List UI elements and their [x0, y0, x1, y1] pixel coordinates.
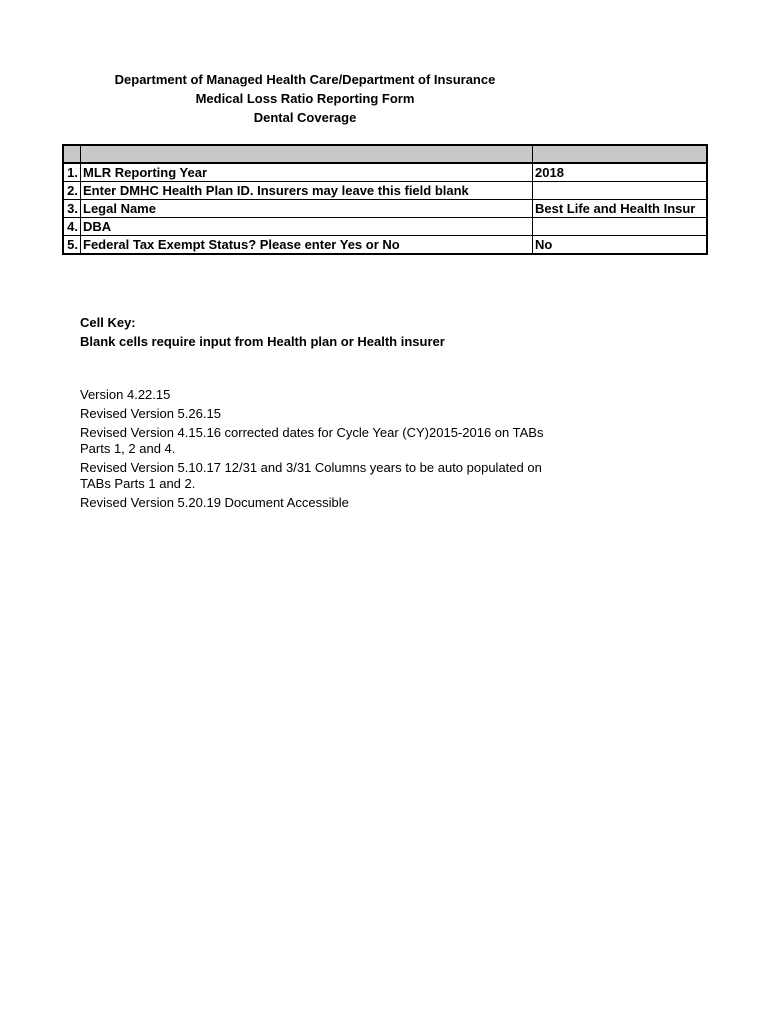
row-label: Legal Name	[81, 200, 533, 218]
legal-name-cell[interactable]: Best Life and Health Insur	[533, 200, 708, 218]
row-label: MLR Reporting Year	[81, 163, 533, 182]
row-number: 5.	[63, 236, 81, 255]
cell-key-text: Blank cells require input from Health plan or Health insurer	[80, 334, 445, 349]
header-coverage: Dental Coverage	[253, 110, 357, 125]
row-label: DBA	[81, 218, 533, 236]
row-label: Enter DMHC Health Plan ID. Insurers may leave this field blank	[81, 182, 533, 200]
header-cell	[81, 145, 533, 163]
table-row	[63, 182, 707, 200]
header-cell	[63, 145, 81, 163]
tax-exempt-status-cell[interactable]: No	[533, 236, 708, 255]
table-row	[63, 218, 707, 236]
form-header	[0, 70, 610, 127]
row-number: 2.	[63, 182, 81, 200]
dba-cell[interactable]	[533, 218, 708, 236]
table-header-row	[63, 145, 707, 163]
header-cell	[533, 145, 708, 163]
header-department: Department of Managed Health Care/Department of Insurance	[114, 72, 496, 87]
table-row	[63, 163, 707, 182]
version-note: Revised Version 4.15.16 corrected dates for Cycle Year (CY)2015-2016 on TABs Parts 1, 2 and 4.	[80, 425, 544, 456]
reporting-form-table	[62, 144, 708, 255]
version-note: Revised Version 5.26.15	[80, 406, 221, 421]
header-form-title: Medical Loss Ratio Reporting Form	[195, 91, 415, 106]
table-row	[63, 200, 707, 218]
dmhc-plan-id-cell[interactable]	[533, 182, 708, 200]
row-number: 4.	[63, 218, 81, 236]
version-note: Revised Version 5.10.17 12/31 and 3/31 Columns years to be auto populated on TABs Parts 1 and 2.	[80, 460, 542, 491]
version-note: Revised Version 5.20.19 Document Accessible	[80, 495, 349, 510]
version-history	[80, 387, 550, 514]
version-note: Version 4.22.15	[80, 387, 171, 402]
row-number: 1.	[63, 163, 81, 182]
row-number: 3.	[63, 200, 81, 218]
cell-key	[80, 313, 445, 351]
row-label: Federal Tax Exempt Status? Please enter Yes or No	[81, 236, 533, 255]
cell-key-title: Cell Key:	[80, 315, 136, 330]
mlr-reporting-year-cell[interactable]: 2018	[533, 163, 708, 182]
table-row	[63, 236, 707, 255]
